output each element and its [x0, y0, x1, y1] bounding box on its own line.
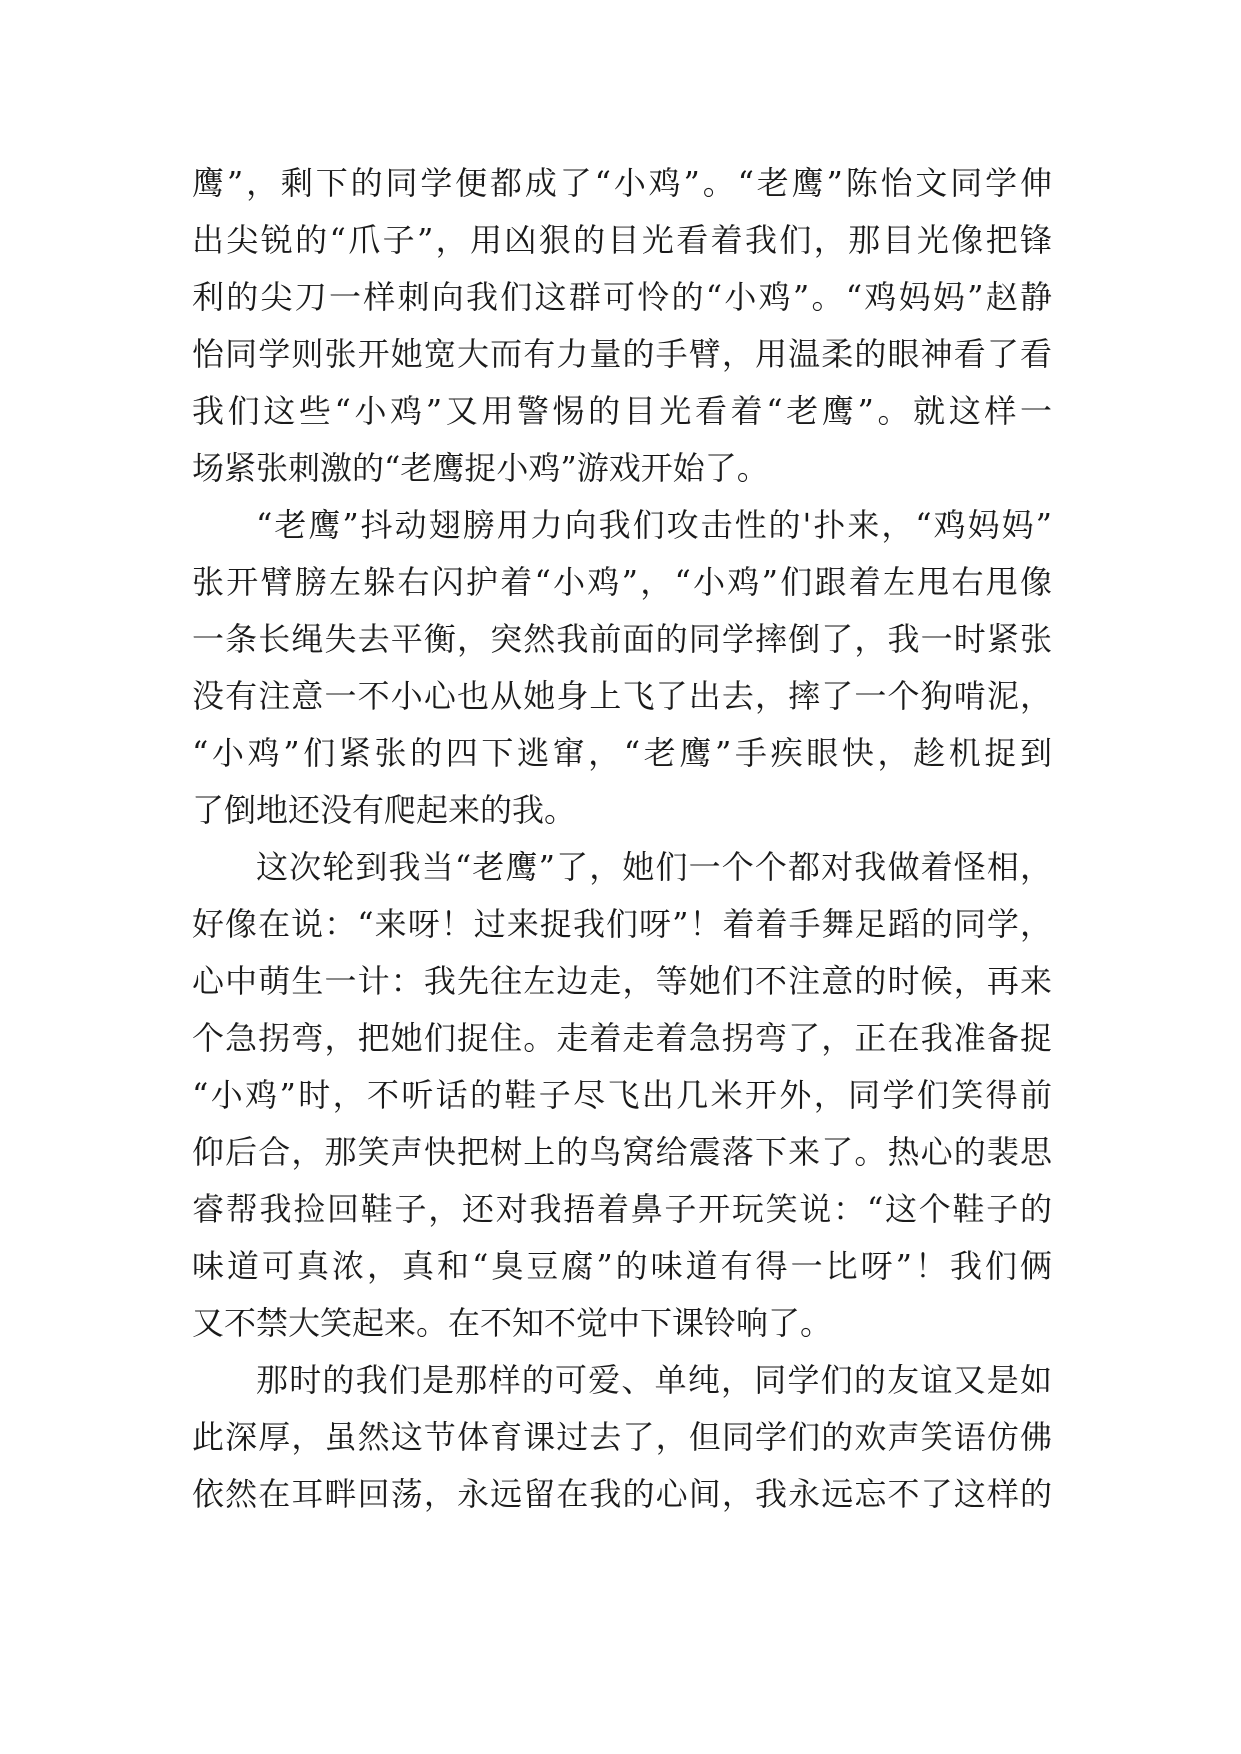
text-line: 又不禁大笑起来。在不知不觉中下课铃响了。	[192, 1304, 833, 1342]
text-line: 那时的我们是那样的可爱、单纯，同学们的友谊又是如	[256, 1361, 1052, 1399]
text-line: “小鸡”们紧张的四下逃窜，“老鹰”手疾眼快，趁机捉到	[192, 734, 1052, 772]
text-line: 个急拐弯，把她们捉住。走着走着急拐弯了，正在我准备捉	[192, 1019, 1052, 1057]
text-line: 张开臂膀左躲右闪护着“小鸡”，“小鸡”们跟着左甩右甩像	[192, 563, 1052, 601]
text-line: 味道可真浓，真和“臭豆腐”的味道有得一比呀”！我们俩	[192, 1247, 1052, 1285]
text-line: 好像在说：“来呀！过来捉我们呀”！着着手舞足蹈的同学，	[192, 905, 1052, 943]
text-line: “老鹰”抖动翅膀用力向我们攻击性的'扑来，“鸡妈妈”	[256, 506, 1052, 544]
text-line: 没有注意一不小心也从她身上飞了出去，摔了一个狗啃泥，	[192, 677, 1052, 715]
text-line: 仰后合，那笑声快把树上的鸟窝给震落下来了。热心的裴思	[192, 1133, 1052, 1171]
text-line: 睿帮我捡回鞋子，还对我捂着鼻子开玩笑说：“这个鞋子的	[192, 1190, 1052, 1228]
text-line: 场紧张刺激的“老鹰捉小鸡”游戏开始了。	[192, 449, 769, 487]
text-line: 利的尖刀一样刺向我们这群可怜的“小鸡”。“鸡妈妈”赵静	[192, 278, 1052, 316]
text-line: 怡同学则张开她宽大而有力量的手臂，用温柔的眼神看了看	[192, 335, 1052, 373]
text-line: 一条长绳失去平衡，突然我前面的同学摔倒了，我一时紧张	[192, 620, 1052, 658]
text-line: 了倒地还没有爬起来的我。	[192, 791, 577, 829]
text-line: 这次轮到我当“老鹰”了，她们一个个都对我做着怪相，	[256, 848, 1052, 886]
document-body	[192, 155, 1052, 1523]
paragraph-3	[192, 839, 1052, 1352]
text-line: “小鸡”时，不听话的鞋子尽飞出几米开外，同学们笑得前	[192, 1076, 1052, 1114]
paragraph-2	[192, 497, 1052, 839]
text-line: 出尖锐的“爪子”，用凶狠的目光看着我们，那目光像把锋	[192, 221, 1052, 259]
paragraph-4	[192, 1352, 1052, 1523]
text-line: 我们这些“小鸡”又用警惕的目光看着“老鹰”。就这样一	[192, 392, 1052, 430]
text-line: 鹰”，剩下的同学便都成了“小鸡”。“老鹰”陈怡文同学伸	[192, 164, 1052, 202]
text-line: 心中萌生一计：我先往左边走，等她们不注意的时候，再来	[192, 962, 1052, 1000]
text-line: 依然在耳畔回荡，永远留在我的心间，我永远忘不了这样的	[192, 1475, 1052, 1513]
text-line: 此深厚，虽然这节体育课过去了，但同学们的欢声笑语仿佛	[192, 1418, 1052, 1456]
paragraph-1	[192, 155, 1052, 497]
